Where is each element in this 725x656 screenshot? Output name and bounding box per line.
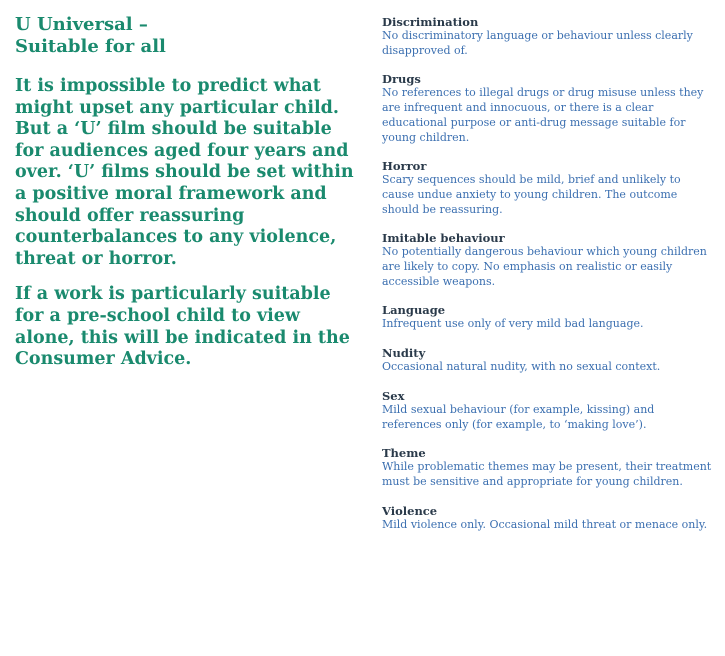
- rating-heading-line-1: U Universal –: [15, 14, 148, 35]
- section-text: Infrequent use only of very mild bad language.: [382, 317, 644, 331]
- section-horror: [382, 159, 712, 217]
- section-title: Imitable behaviour: [382, 231, 505, 246]
- section-title: Discrimination: [382, 15, 479, 29]
- section-title: Sex: [382, 388, 405, 403]
- section-theme: [382, 446, 712, 489]
- section-title: Language: [382, 303, 446, 318]
- rating-summary-column: [15, 14, 355, 385]
- guideline-sections-column: [382, 15, 712, 546]
- section-text: Occasional natural nudity, with no sexual context.: [382, 360, 661, 374]
- section-title: Theme: [382, 446, 426, 461]
- section-sex: [382, 389, 712, 432]
- section-text: Mild sexual behaviour (for example, kissing) and references only (for example, to ‘making love’).: [382, 402, 655, 431]
- section-text: No references to illegal drugs or drug misuse unless they are infrequent and innocuous, or there is a clear educational purpose or anti-drug message suitable for young children.: [382, 86, 704, 144]
- section-language: [382, 303, 712, 332]
- section-text: Scary sequences should be mild, brief and unlikely to cause undue anxiety to young children. The outcome should be reassuring.: [382, 173, 681, 216]
- rating-intro-paragraph: It is impossible to predict what might upset any particular child. But a ‘U’ film should be suitable for audiences aged four years and over. ‘U’ films should be set within a positive moral framework and should offer reassuring counterbalances to any violence, threat or horror.: [15, 76, 354, 269]
- section-title: Horror: [382, 159, 427, 174]
- section-nudity: [382, 346, 712, 375]
- section-title: Drugs: [382, 72, 421, 87]
- section-text: No discriminatory language or behaviour unless clearly disapproved of.: [382, 29, 693, 57]
- section-text: No potentially dangerous behaviour which young children are likely to copy. No emphasis on realistic or easily accessible weapons.: [382, 245, 707, 288]
- section-title: Violence: [382, 503, 438, 518]
- rating-heading: [15, 14, 355, 58]
- section-text: Mild violence only. Occasional mild threat or menace only.: [382, 517, 708, 531]
- rating-heading-line-2: Suitable for all: [15, 36, 166, 57]
- rating-preschool-paragraph: If a work is particularly suitable for a pre-school child to view alone, this will be indicated in the Consumer Advice.: [15, 284, 350, 370]
- section-imitable-behaviour: [382, 231, 712, 289]
- section-discrimination: [382, 15, 712, 58]
- section-title: Nudity: [382, 346, 426, 361]
- section-drugs: [382, 72, 712, 145]
- section-violence: [382, 504, 712, 533]
- section-text: While problematic themes may be present, their treatment must be sensitive and appropriate for young children.: [382, 460, 712, 488]
